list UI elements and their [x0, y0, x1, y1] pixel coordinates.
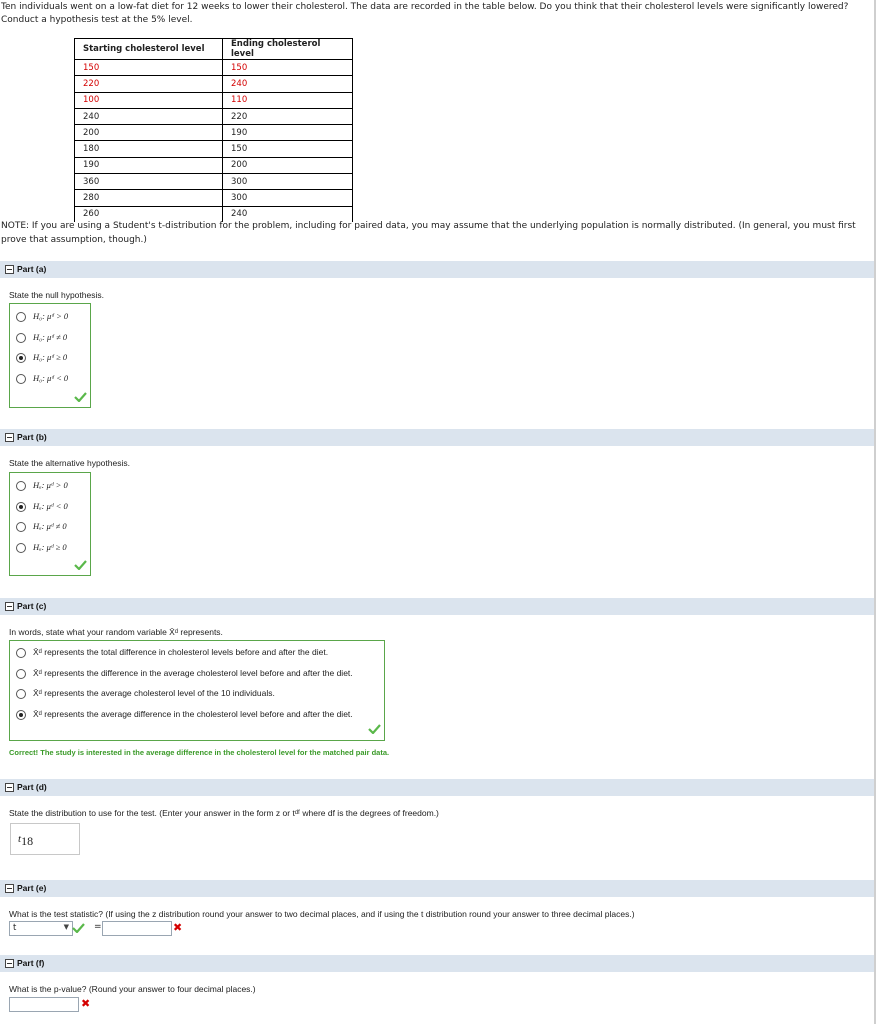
- radio-button[interactable]: [16, 312, 26, 322]
- starting-level-cell: 200: [75, 125, 223, 141]
- radio-button[interactable]: [16, 502, 26, 512]
- ending-level-cell: 300: [223, 190, 353, 206]
- statistic-type-select[interactable]: [9, 921, 73, 936]
- table-row: [75, 190, 353, 206]
- option-label: H₀: μᵈ ≥ 0: [33, 352, 68, 362]
- radio-button[interactable]: [16, 710, 26, 720]
- option-label: H₀: μᵈ < 0: [33, 372, 69, 383]
- ending-level-cell: 110: [223, 92, 353, 108]
- problem-intro: Ten individuals went on a low-fat diet for 12 weeks to lower their cholesterol. The data are recorded in the table below. Do you think that their cholesterol levels were significantly lowered? Conduct a hypothesis test at the 5% level.: [1, 2, 849, 25]
- chevron-down-icon: ▼: [63, 923, 69, 931]
- starting-level-cell: 360: [75, 174, 223, 190]
- radio-button[interactable]: [16, 669, 26, 679]
- part-f-label: Part (f): [17, 958, 45, 968]
- collapse-icon[interactable]: [5, 959, 14, 968]
- starting-level-cell: 280: [75, 190, 223, 206]
- part-e-question: What is the test statistic? (If using the z distribution round your answer to two decimal places, and if using the t distribution round your answer to three decimal places.): [9, 909, 635, 919]
- distribution-answer: t18: [18, 833, 34, 848]
- ending-level-cell: 220: [223, 108, 353, 124]
- part-c-choices: [9, 640, 385, 741]
- part-a-label: Part (a): [17, 264, 47, 274]
- part-e-label: Part (e): [17, 883, 47, 893]
- part-a-question: State the null hypothesis.: [9, 290, 104, 300]
- table-header-end: Ending cholesterol level: [223, 39, 353, 60]
- part-b-label: Part (b): [17, 432, 47, 442]
- correct-check-icon: [72, 923, 85, 933]
- radio-button[interactable]: [16, 353, 26, 363]
- part-c-question: In words, state what your random variable X̄ᵈ represents.: [9, 627, 223, 637]
- part-a-header[interactable]: [0, 261, 874, 278]
- option-label: Hₐ: μᵈ ≠ 0: [33, 521, 67, 531]
- table-row: [75, 125, 353, 141]
- ending-level-cell: 240: [223, 76, 353, 92]
- option-label: Hₐ: μᵈ < 0: [33, 500, 68, 511]
- radio-button[interactable]: [16, 543, 26, 553]
- part-f-question: What is the p-value? (Round your answer to four decimal places.): [9, 984, 256, 994]
- part-f-header[interactable]: [0, 955, 874, 972]
- starting-level-cell: 220: [75, 76, 223, 92]
- distribution-answer-box[interactable]: [10, 823, 80, 855]
- table-row: [75, 157, 353, 173]
- part-b-choices: [9, 472, 91, 576]
- table-header-start: Starting cholesterol level: [75, 39, 223, 60]
- starting-level-cell: 190: [75, 157, 223, 173]
- part-c-label: Part (c): [17, 601, 47, 611]
- equals-sign: =: [94, 922, 102, 932]
- radio-button[interactable]: [16, 689, 26, 699]
- table-row: [75, 174, 353, 190]
- collapse-icon[interactable]: [5, 602, 14, 611]
- correct-check-icon: [74, 560, 87, 570]
- part-b-question: State the alternative hypothesis.: [9, 458, 130, 468]
- part-d-question: State the distribution to use for the test. (Enter your answer in the form z or tᵈᶠ where df is the degrees of freedom.): [9, 808, 439, 818]
- option-label: Hₐ: μᵈ ≥ 0: [33, 541, 67, 552]
- incorrect-x-icon: ✖: [173, 921, 183, 934]
- part-a-choices: [9, 303, 91, 408]
- correct-check-icon: [368, 724, 381, 734]
- part-c-feedback: Correct! The study is interested in the average difference in the cholesterol level for the matched pair data.: [9, 748, 390, 757]
- ending-level-cell: 240: [223, 206, 353, 222]
- cholesterol-table: [74, 38, 353, 222]
- option-label: X̄ᵈ represents the difference in the average cholesterol level before and after the diet.: [33, 667, 353, 678]
- collapse-icon[interactable]: [5, 884, 14, 893]
- option-label: X̄ᵈ represents the average difference in the cholesterol level before and after the diet.: [33, 708, 353, 719]
- part-d-label: Part (d): [17, 782, 47, 792]
- ending-level-cell: 190: [223, 125, 353, 141]
- starting-level-cell: 240: [75, 108, 223, 124]
- radio-button[interactable]: [16, 522, 26, 532]
- collapse-icon[interactable]: [5, 265, 14, 274]
- option-label: X̄ᵈ represents the average cholesterol level of the 10 individuals.: [33, 688, 275, 698]
- part-b-header[interactable]: [0, 429, 874, 446]
- part-e-header[interactable]: [0, 880, 874, 897]
- table-row: [75, 92, 353, 108]
- starting-level-cell: 100: [75, 92, 223, 108]
- option-label: H₀: μᵈ ≠ 0: [33, 331, 68, 342]
- ending-level-cell: 150: [223, 141, 353, 157]
- ending-level-cell: 150: [223, 60, 353, 76]
- option-label: X̄ᵈ represents the total difference in cholesterol levels before and after the diet.: [33, 647, 329, 657]
- radio-button[interactable]: [16, 481, 26, 491]
- table-row: [75, 141, 353, 157]
- statistic-type-value: t: [13, 923, 17, 933]
- table-row: [75, 60, 353, 76]
- note-text: NOTE: If you are using a Student's t-distribution for the problem, including for paired data, you may assume that the underlying population is normally distributed. (In general, you must first prove that assumption, though.): [1, 221, 856, 245]
- p-value-input[interactable]: [9, 997, 79, 1012]
- part-d-header[interactable]: [0, 779, 874, 796]
- table-row: [75, 108, 353, 124]
- radio-button[interactable]: [16, 333, 26, 343]
- starting-level-cell: 260: [75, 206, 223, 222]
- starting-level-cell: 150: [75, 60, 223, 76]
- table-row: [75, 76, 353, 92]
- radio-button[interactable]: [16, 374, 26, 384]
- collapse-icon[interactable]: [5, 783, 14, 792]
- incorrect-x-icon: ✖: [81, 997, 91, 1010]
- test-statistic-input[interactable]: [102, 921, 172, 936]
- radio-button[interactable]: [16, 648, 26, 658]
- option-label: H₀: μᵈ > 0: [33, 311, 69, 321]
- collapse-icon[interactable]: [5, 433, 14, 442]
- part-c-header[interactable]: [0, 598, 874, 615]
- ending-level-cell: 200: [223, 157, 353, 173]
- ending-level-cell: 300: [223, 174, 353, 190]
- correct-check-icon: [74, 392, 87, 402]
- option-label: Hₐ: μᵈ > 0: [33, 480, 68, 490]
- starting-level-cell: 180: [75, 141, 223, 157]
